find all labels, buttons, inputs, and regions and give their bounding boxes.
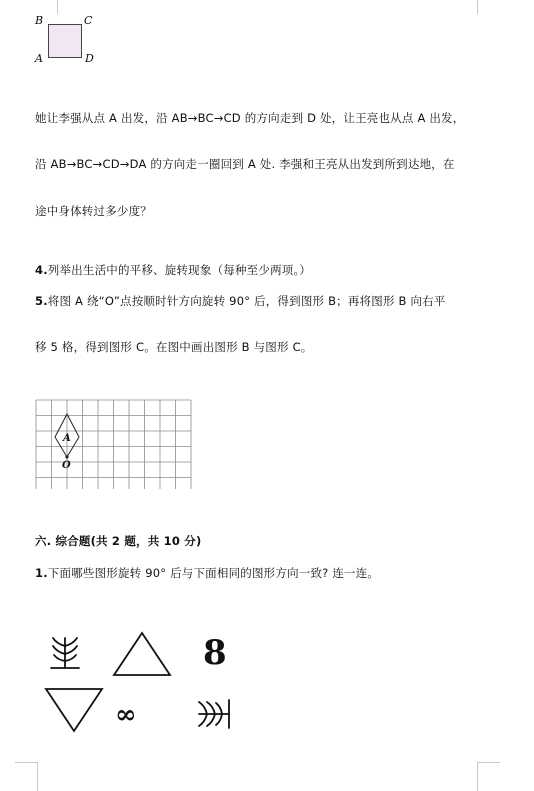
crop-mark-top-left	[35, 0, 58, 14]
crop-mark-bottom-right	[477, 762, 500, 791]
question-4-number: 4.	[35, 263, 48, 277]
label-c: C	[84, 14, 93, 27]
shapes-panel	[35, 624, 241, 736]
point-o	[65, 455, 68, 458]
label-b: B	[35, 14, 44, 27]
triangle-down	[43, 686, 105, 734]
square-abcd	[48, 24, 82, 58]
point-o-label: O	[62, 460, 71, 471]
shape-a-label: A	[63, 433, 71, 444]
question-5-text-1: 将图 A 绕“O”点按顺时针方向旋转 90° 后，得到图形 B；再将图形 B 向右平	[47, 294, 446, 308]
section-6-question-1-text: 下面哪些图形旋转 90° 后与下面相同的图形方向一致? 连一连。	[47, 566, 380, 580]
plant-symbol-upright	[47, 634, 83, 674]
infinity-symbol: ∞	[115, 700, 137, 730]
crop-mark-bottom-left	[15, 762, 38, 791]
question-4	[35, 262, 311, 278]
label-a: A	[35, 52, 43, 65]
triangle-up	[111, 630, 173, 678]
plant-symbol-rotated	[195, 696, 235, 732]
rotation-grid	[35, 399, 195, 489]
question-5-line-1	[35, 293, 446, 309]
digit-eight: 8	[203, 633, 227, 673]
paragraph-line-3: 途中身体转过多少度？	[35, 204, 152, 218]
section-6-question-1-number: 1.	[35, 566, 48, 580]
section-6-heading: 六. 综合题(共 2 题，共 10 分)	[35, 534, 202, 548]
label-d: D	[85, 52, 94, 65]
question-5-number: 5.	[35, 294, 48, 308]
question-5-line-2: 移 5 格，得到图形 C。在图中画出图形 B 与图形 C。	[35, 340, 313, 354]
question-4-text: 列举出生活中的平移、旋转现象（每种至少两项。）	[47, 263, 312, 277]
crop-mark-top-right	[477, 0, 500, 14]
paragraph-line-2: 沿 AB→BC→CD→DA 的方向走一圈回到 A 处. 李强和王亮从出发到所到达地，在	[35, 157, 455, 171]
section-6-question-1	[35, 565, 379, 581]
paragraph-line-1: 她让李强从点 A 出发，沿 AB→BC→CD 的方向走到 D 处，让王亮也从点 A 出发，	[35, 111, 465, 125]
square-figure	[35, 14, 105, 70]
